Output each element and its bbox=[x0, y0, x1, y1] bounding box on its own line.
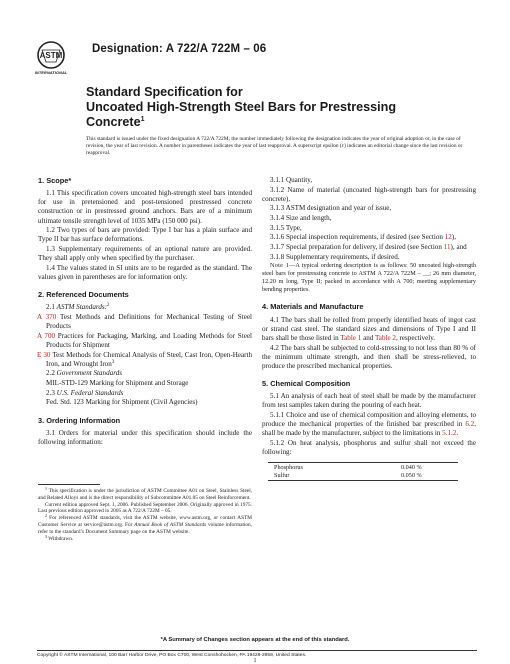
standard-title bbox=[86, 85, 446, 130]
section-heading-materials: 4. Materials and Manufacture bbox=[262, 302, 364, 312]
paragraph-5-1-1: 5.1.1 Choice and use of chemical composition and alloying elements, to produce the mechanical properties of the finished bar prescribed in 6.2, shall be made by the manufacturer, subject to the limitations in 5.1.2. bbox=[262, 410, 476, 438]
section-link-12[interactable]: 12 bbox=[444, 233, 452, 242]
paragraph-1-1: 1.1 This specification covers uncoated high-strength steel bars intended for use in pretensioned and post-tensioned prestressed concrete construction or in prestressed ground anchors. Bars are of a minimum ultimate tensile strength level of 1035 MPa (150 000 psi). bbox=[38, 189, 252, 225]
footnote-divider bbox=[38, 484, 100, 485]
table-row bbox=[268, 472, 458, 480]
reference-fed-std-123: Fed. Std. 123 Marking for Shipment (Civil Agencies) bbox=[46, 398, 198, 407]
footnote-1: $^1$ This specification is under the jurisdiction of ASTM Committee A01 on Steel, Stainless Steel, and Related Alloys and is the direct responsibility of Subcommittee A01.05 on Steel Reinforcement. bbox=[38, 486, 252, 501]
table-link-1[interactable]: Table 1 bbox=[340, 333, 362, 342]
footnote-2: $^2$ For referenced ASTM standards, visit the ASTM website, www.astm.org, or contact ASTM Customer Service at service@astm.org. For Annual Book of ASTM Standards volume information, refer to the standard’s Document Summary page on the ASTM website. bbox=[38, 513, 253, 535]
paragraph-5-1: 5.1 An analysis of each heat of steel shall be made by the manufacturer from test samples taken during the pouring of each heat. bbox=[262, 392, 476, 410]
paragraph-3-1-3: 3.1.3 ASTM designation and year of issue, bbox=[270, 204, 392, 213]
svg-text:INTERNATIONAL: INTERNATIONAL bbox=[34, 70, 68, 75]
title-line-2: Uncoated High-Strength Steel Bars for Prestressing bbox=[86, 100, 397, 114]
reference-a370: A 370 Test Methods and Definitions for Mechanical Testing of Steel Products bbox=[37, 313, 252, 331]
paragraph-3-1-5: 3.1.5 Type, bbox=[270, 223, 302, 232]
copyright: Copyright © ASTM International, 100 Barr Harbor Drive, PO Box C700, West Conshohocken, PA 19428-2959, United States. bbox=[37, 650, 477, 658]
paragraph-3-1-2: 3.1.2 Name of material (uncoated high-strength bars for prestressing concrete), bbox=[262, 185, 476, 203]
summary-of-changes-note: *A Summary of Changes section appears at the end of this standard. bbox=[160, 637, 350, 643]
paragraph-3-1-4: 3.1.4 Size and length, bbox=[270, 214, 332, 223]
chemical-limits-table bbox=[268, 462, 458, 481]
table-cell-value: 0.040 % bbox=[401, 464, 422, 472]
table-cell-element: Phosphorus bbox=[274, 464, 303, 472]
footnotes bbox=[38, 488, 252, 542]
section-link-5-1-2[interactable]: 5.1.2 bbox=[442, 429, 457, 438]
paragraph-3-1-6: 3.1.6 Special inspection requirements, if desired (see Section 12), bbox=[270, 233, 456, 242]
paragraph-3-1-1: 3.1.1 Quantity, bbox=[270, 176, 313, 184]
left-column bbox=[38, 168, 252, 447]
page-number: 1 bbox=[253, 658, 257, 664]
reference-mil-std-129: MIL-STD-129 Marking for Shipment and Storage bbox=[46, 379, 189, 388]
table-cell-element: Sulfur bbox=[274, 471, 290, 479]
paragraph-2-3: 2.3 U.S. Federal Standards bbox=[46, 388, 124, 397]
paragraph-1-3: 1.3 Supplementary requirements of an optional nature are provided. They shall apply only when specified by the purchaser. bbox=[38, 245, 252, 263]
paragraph-5-1-2: 5.1.2 On heat analysis, phosphorus and sulfur shall not exceed the following: bbox=[262, 438, 476, 457]
footnote-3: $^3$ Withdrawn. bbox=[45, 533, 74, 542]
right-column bbox=[262, 168, 476, 481]
note-1: Note 1—A typical ordering description is as follows: 50 uncoated high-strength steel bars for prestressing concrete to ASTM A 722/A 722M – __; 26 mm diameter, 12.20 m long, Type II; packed in accordance with A 700; meeting supplementary bending properties. bbox=[262, 262, 477, 294]
issue-note: This standard is issued under the fixed designation A 722/A 722M; the number immediately following the designation indicates the year of original adoption or, in the case of revision, the year of last revision. A number in parentheses indicates the year of last reapproval. A superscript epsilon (ε) indicates an editorial change since the last revision or reapproval. bbox=[86, 136, 463, 157]
astm-logo-icon bbox=[34, 40, 68, 76]
footnote-1-edition: Current edition approved Sept. 1, 2006. Published September 2006. Originally approved in 1975. Last previous edition approved in 2005 as A 722/A 722M – 05. bbox=[38, 501, 252, 515]
paragraph-1-2: 1.2 Two types of bars are provided: Type I bar has a plain surface and Type II bar has surface deformations. bbox=[38, 226, 252, 244]
table-row bbox=[268, 463, 458, 471]
reference-link-a370[interactable]: A 370 bbox=[37, 313, 57, 322]
paragraph-2-1: 2.1 ASTM Standards:$^2$ bbox=[46, 303, 110, 312]
section-link-6-2[interactable]: 6.2 bbox=[465, 420, 475, 429]
section-heading-chemical-composition: 5. Chemical Composition bbox=[262, 379, 351, 388]
paragraph-3-1-7: 3.1.7 Special preparation for delivery, if desired (see Section 11), and bbox=[270, 243, 467, 252]
paragraph-2-2: 2.2 Government Standards bbox=[46, 369, 123, 378]
paragraph-4-2: 4.2 The bars shall be subjected to cold-stressing to not less than 80 % of the minimum ultimate strength, and then shall be stress-relieved, to produce the prescribed mechanical properties. bbox=[262, 343, 476, 370]
section-heading-scope: 1. Scope* bbox=[38, 176, 72, 185]
paragraph-3-1: 3.1 Orders for material under this specification should include the following information: bbox=[38, 428, 252, 446]
reference-link-a700[interactable]: A 700 bbox=[37, 331, 56, 340]
title-footnote-mark: 1 bbox=[140, 116, 145, 123]
paragraph-1-4: 1.4 The values stated in SI units are to be regarded as the standard. The values given in parentheses are for information only. bbox=[38, 263, 252, 282]
section-heading-ordering-information: 3. Ordering Information bbox=[38, 415, 121, 425]
paragraph-4-1: 4.1 The bars shall be rolled from properly identified heats of ingot cast or strand cast steel. The standard sizes and dimensions of Type I and II bars shall be those listed in Table 1 and Table 2, respectively. bbox=[262, 315, 476, 342]
designation: Designation: A 722/A 722M – 06 bbox=[92, 43, 267, 55]
paragraph-3-1-8: 3.1.8 Supplementary requirements, if desired. bbox=[270, 252, 400, 261]
title-line-1: Standard Specification for bbox=[86, 85, 243, 99]
section-link-11[interactable]: 11 bbox=[443, 243, 451, 252]
table-cell-value: 0.050 % bbox=[401, 471, 422, 479]
reference-link-e30[interactable]: E 30 bbox=[37, 350, 51, 359]
title-line-3: Concrete$^1$ bbox=[86, 115, 145, 129]
svg-text:ASTM: ASTM bbox=[39, 51, 63, 60]
section-heading-referenced-documents: 2. Referenced Documents bbox=[38, 290, 129, 300]
table-link-2[interactable]: Table 2 bbox=[374, 333, 396, 342]
reference-e30: E 30 Test Methods for Chemical Analysis of Steel, Cast Iron, Open-Hearth Iron, and Wrought Iron$^3$ bbox=[37, 350, 252, 368]
reference-a700: A 700 Practices for Packaging, Marking, and Loading Methods for Steel Products for Shipment bbox=[37, 331, 252, 349]
